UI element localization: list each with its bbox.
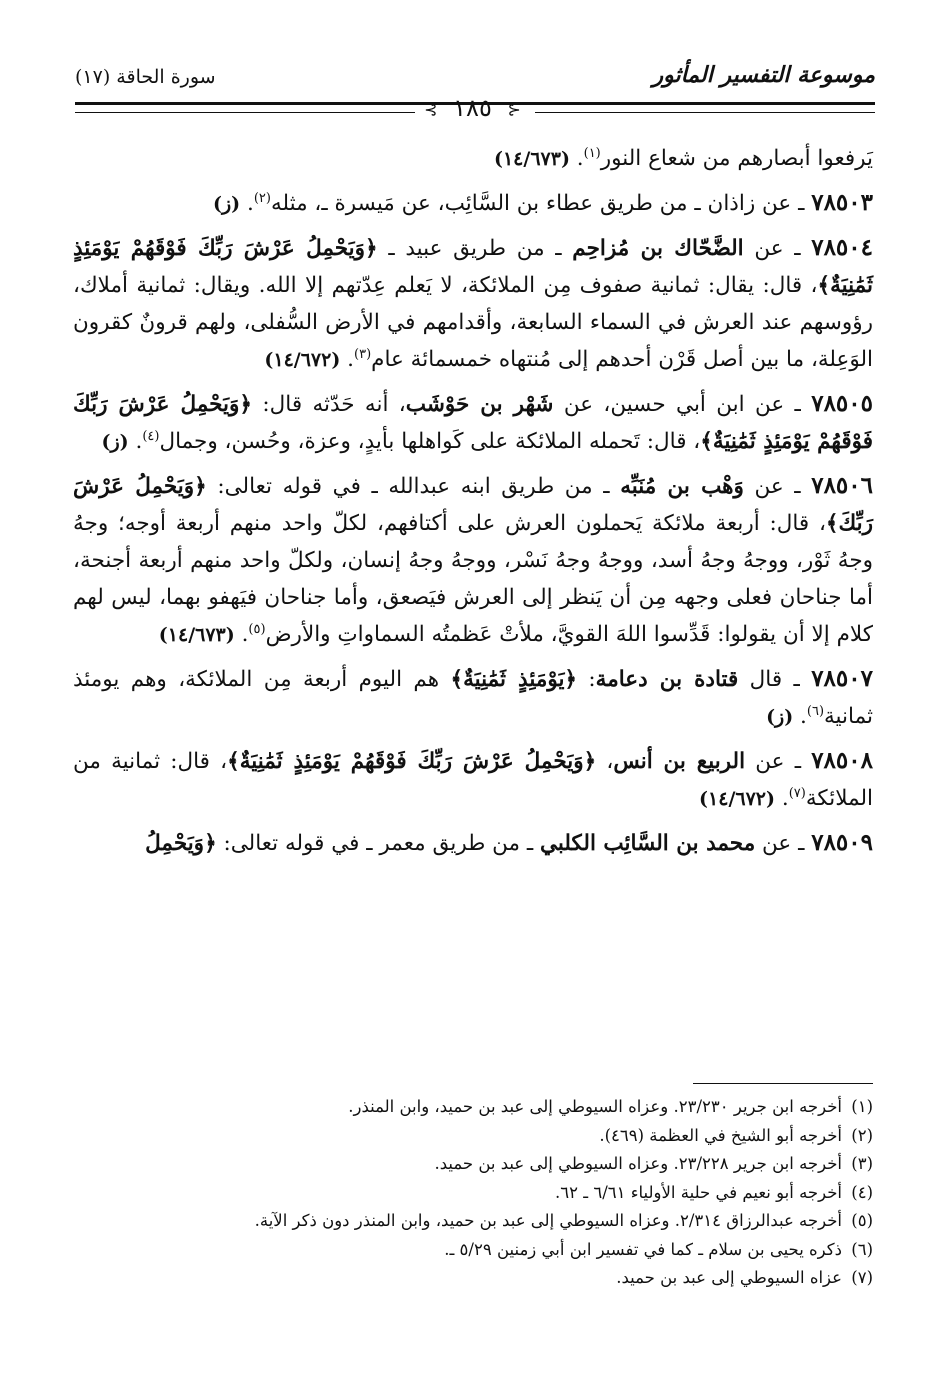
text-run: ـ من طريق ابنه عبدالله ـ في قوله تعالى: (206, 474, 621, 499)
narrator-name: الضَّحّاك بن مُزاحِم (572, 236, 744, 261)
footnote (73, 1236, 873, 1265)
footnote (73, 1122, 873, 1151)
text-run: ـ عن (745, 749, 812, 774)
text-run: ـ عن (743, 474, 812, 499)
footnote (73, 1093, 873, 1122)
paragraph (73, 742, 873, 818)
text-run: . (240, 191, 254, 216)
footnote-ref: (٦) (806, 703, 825, 719)
footnote-label: (٥) (851, 1211, 873, 1230)
entry-number: ٧٨٥٠٧ (811, 665, 873, 692)
footnote-separator (693, 1083, 873, 1084)
text-run: . (340, 347, 355, 372)
text-run: : (577, 667, 596, 692)
entry-number: ٧٨٥٠٩ (811, 829, 873, 856)
text-run: ـ قال (738, 667, 812, 692)
footnote-text: أخرجه أبو نعيم في حلية الأولياء ٦/٦١ ـ ٦٢. (555, 1182, 848, 1202)
volume-page-ref: (١٤/٦٧٣) (158, 624, 235, 646)
text-run: ، (596, 749, 614, 774)
narrator-name: شَهْر بن حَوْشَب (405, 392, 554, 417)
footnote-text: أخرجه عبدالرزاق ٢/٣١٤. وعزاه السيوطي إلى عبد بن حميد، وابن المنذر دون ذكر الآية. (254, 1211, 848, 1230)
paragraph (73, 385, 873, 461)
paragraph (73, 467, 873, 654)
page-number-block (0, 94, 945, 124)
footnote-label: (١) (851, 1097, 873, 1116)
text-run: هم اليوم أربعة مِن الملائكة، وهم يومئذ ثمانية (73, 667, 873, 729)
text-run: ، قال: أربعة ملائكة يَحملون العرش على أكتافهم، لكلّ واحد منهم أربعة أوجه؛ وجهُ وجهُ ثَوْر، ووجهُ وجهُ أسد، ووجهُ وجهُ نَسْر، ووجهُ وجهُ إنسان، ولكلّ واحد منهم أربعة أجنحة، أما جناحان فعلى وجهه مِن أن يَنظر إلى العرش فيَصعق، وأما جناحان فيَهفو بهما، ليس لهم كلام إلا أن يقولوا: قَدِّسوا اللهَ القويَّ، ملأتْ عَظمتُه السماواتِ والأرض (73, 511, 873, 647)
text-run: ـ عن (755, 831, 812, 856)
quran-quote: ﴿وَيَحْمِلُ عَرْشَ رَبِّكَ﴾ (73, 474, 873, 536)
surah-name: سورة الحاقة (١٧) (75, 66, 216, 88)
text-run: ، أنه حَدّثه قال: (252, 392, 406, 417)
paragraph (73, 824, 873, 862)
quran-quote: ﴿وَيَحْمِلُ عَرْشَ رَبِّكَ فَوْقَهُمْ يَوْمَئِذٍ ثَمَٰنِيَةٌ﴾ (73, 392, 873, 454)
quran-quote: ﴿وَيَحْمِلُ عَرْشَ رَبِّكَ فَوْقَهُمْ يَوْمَئِذٍ ثَمَٰنِيَةٌ﴾ (73, 236, 873, 298)
footnote-ref: (٤) (142, 428, 160, 444)
footnote (73, 1264, 873, 1293)
zay-marker: (ز) (101, 431, 129, 453)
quran-quote: ﴿يَوْمَئِذٍ ثَمَٰنِيَةٌ﴾ (450, 667, 578, 692)
footnote-ref: (٧) (788, 785, 806, 801)
entry-number: ٧٨٥٠٥ (811, 390, 873, 417)
narrator-name: الربيع بن أنس (613, 749, 746, 774)
entry-number: ٧٨٥٠٦ (811, 472, 873, 499)
footnote (73, 1150, 873, 1179)
text-run: ـ عن ابن أبي حسين، عن (553, 392, 812, 417)
ornament-right-icon: ⊰ (507, 99, 521, 119)
footnote-label: (٢) (851, 1125, 873, 1145)
running-title: موسوعة التفسير المأثور (652, 62, 875, 88)
footnote-ref: (٢) (253, 190, 271, 206)
narrator-name: محمد بن السَّائِب الكلبي (540, 831, 756, 856)
footnote-label: (٧) (851, 1268, 873, 1287)
volume-page-ref: (١٤/٦٧٢) (699, 788, 776, 810)
footnote-ref: (١) (583, 145, 601, 161)
footnote-text: أخرجه أبو الشيخ في العظمة (٤٦٩). (599, 1125, 848, 1145)
entry-number: ٧٨٥٠٨ (811, 747, 873, 774)
volume-page-ref: (١٤/٦٧٢) (264, 349, 341, 371)
zay-marker: (ز) (766, 706, 794, 728)
text-run: ـ عن (743, 236, 812, 261)
paragraph (73, 660, 873, 736)
footnote-text: عزاه السيوطي إلى عبد بن حميد. (616, 1268, 848, 1287)
text-run: يَرفعوا أبصارهم من شعاع النور (600, 146, 873, 171)
narrator-name: قتادة بن دعامة (595, 667, 739, 692)
footnote-text: أخرجه ابن جرير ٢٣/٢٣٠. وعزاه السيوطي إلى عبد بن حميد، وابن المنذر. (348, 1097, 848, 1116)
text-run: . (128, 429, 143, 454)
footnote-label: (٣) (851, 1154, 873, 1173)
page-number: ١٨٥ (453, 94, 492, 122)
text-run: ـ من طريق معمر ـ في قوله تعالى: (216, 831, 541, 856)
footnote-label: (٤) (851, 1182, 873, 1202)
text-run: . (793, 704, 807, 729)
paragraph (73, 140, 873, 178)
quran-quote: ﴿وَيَحْمِلُ (145, 831, 217, 856)
ornament-left-icon: ⊱ (424, 99, 438, 119)
footnote-ref: (٥) (248, 621, 266, 637)
footnotes (73, 1093, 873, 1293)
footnote-ref: (٣) (354, 346, 372, 362)
main-text (73, 140, 873, 868)
entry-number: ٧٨٥٠٣ (811, 189, 873, 216)
narrator-name: وَهْب بن مُنَبِّه (620, 474, 744, 499)
volume-page-ref: (١٤/٦٧٣) (493, 148, 570, 170)
footnote (73, 1207, 873, 1236)
text-run: . (569, 146, 584, 171)
paragraph (73, 184, 873, 223)
footnote-text: ذكره يحيى بن سلام ـ كما في تفسير ابن أبي زمنين ٥/٢٩ ـ. (444, 1239, 848, 1259)
text-run: . (775, 786, 789, 811)
zay-marker: (ز) (212, 193, 241, 215)
text-run: ، قال: يقال: ثمانية صفوف مِن الملائكة، لا يَعلم عِدّتهم إلا الله. ويقال: ثمانية أملاك، رؤوسهم عند العرش في السماء السابعة، وأقدامهم في الأرض السُّفلى، ولهم قرونٌ كقرون الوَعِلة، ما بين أصل قَرْن أحدهم إلى مُنتهاه خمسمائة عام (73, 273, 873, 372)
text-run: . (234, 622, 249, 647)
text-run: ـ عن زاذان ـ من طريق عطاء بن السَّائِب، عن مَيسرة ـ، مثله (270, 191, 812, 216)
footnote-label: (٦) (851, 1239, 873, 1259)
entry-number: ٧٨٥٠٤ (811, 234, 873, 261)
footnote (73, 1179, 873, 1208)
paragraph (73, 229, 873, 379)
text-run: ، قال: ثمانية من الملائكة (73, 749, 873, 811)
text-run: ـ من طريق عبيد ـ (377, 236, 573, 261)
quran-quote: ﴿وَيَحْمِلُ عَرْشَ رَبِّكَ فَوْقَهُمْ يَوْمَئِذٍ ثَمَٰنِيَةٌ﴾ (227, 749, 597, 774)
text-run: ، قال: تَحمله الملائكة على كَواهلها بأيدٍ، وعزة، وحُسن، وجمال (159, 429, 701, 454)
footnote-text: أخرجه ابن جرير ٢٣/٢٢٨. وعزاه السيوطي إلى عبد بن حميد. (434, 1154, 848, 1173)
